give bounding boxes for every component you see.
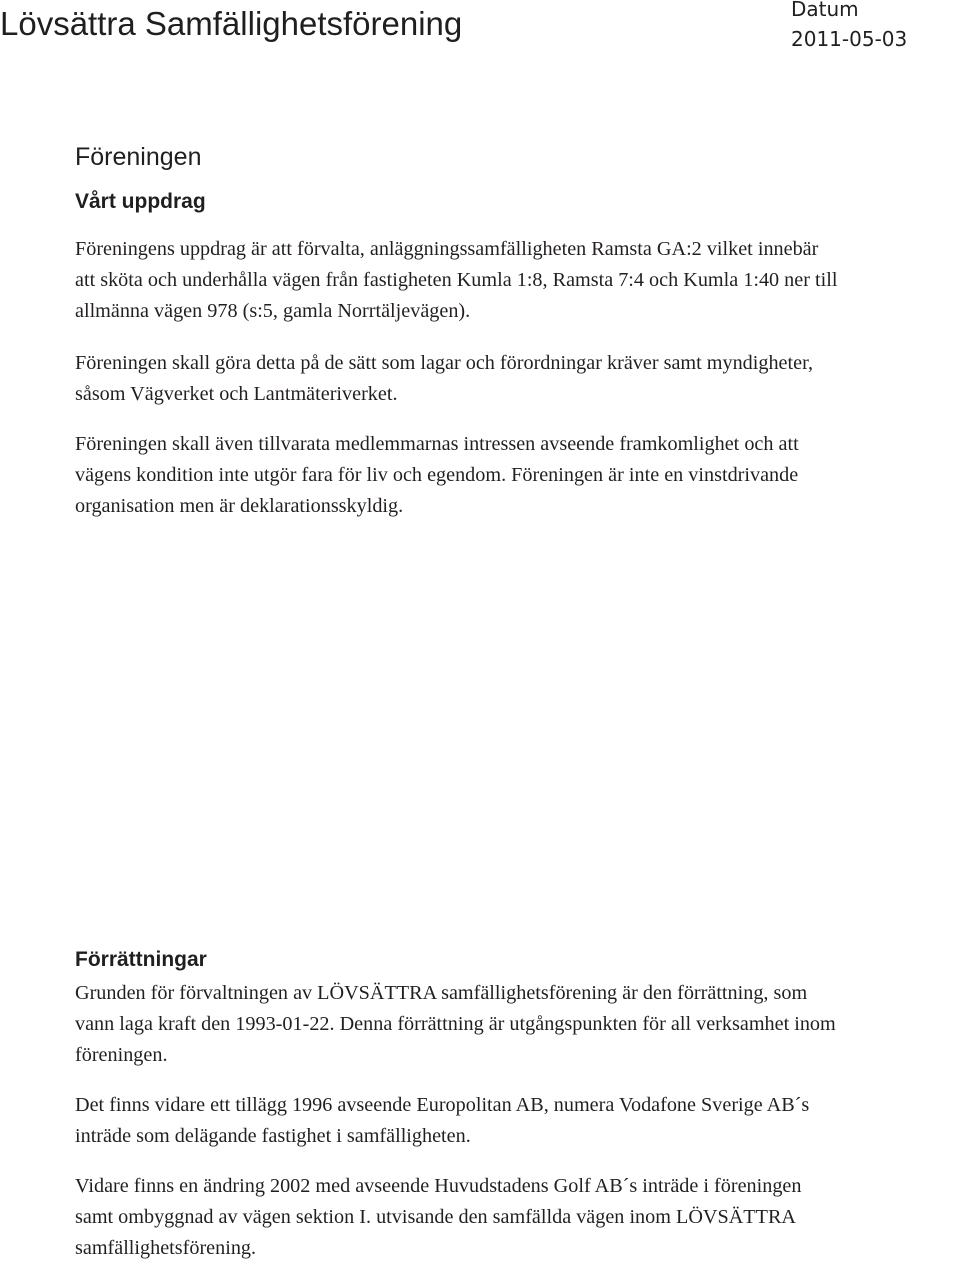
date-value: 2011-05-03 [791,27,908,51]
paragraph-forrattning [75,978,955,1071]
text-line: föreningen. [75,1044,168,1066]
paragraph-lagar [75,348,955,410]
paragraph-intressen [75,429,955,522]
text-line: vägens kondition inte utgör fara för liv och egendom. Föreningen är inte en vinstdrivande [75,464,799,486]
text-line: Grunden för förvaltningen av LÖVSÄTTRA samfällighetsförening är den förrättning, som [75,982,808,1004]
section-heading-forrattningar: Förrättningar [75,948,207,971]
paragraph-andring [75,1171,955,1264]
text-line: att sköta och underhålla vägen från fastigheten Kumla 1:8, Ramsta 7:4 och Kumla 1:40 ner till [75,269,838,291]
date-block [791,0,907,54]
text-line: Det finns vidare ett tillägg 1996 avseende Europolitan AB, numera Vodafone Sverige AB´s [75,1094,810,1116]
text-line: organisation men är deklarationsskyldig. [75,495,404,517]
text-line: allmänna vägen 978 (s:5, gamla Norrtäljevägen). [75,300,471,322]
section-heading-foreningen: Föreningen [75,143,202,171]
date-label: Datum [791,0,859,21]
subheading-vart-uppdrag: Vårt uppdrag [75,190,206,213]
text-line: såsom Vägverket och Lantmäteriverket. [75,383,398,405]
paragraph-uppdrag [75,234,955,327]
text-line: Föreningen skall även tillvarata medlemmarnas intressen avseende framkomlighet och att [75,433,799,455]
organization-title: Lövsättra Samfällighetsförening [0,5,463,42]
text-line: inträde som delägande fastighet i samfälligheten. [75,1125,471,1147]
paragraph-tillagg [75,1090,955,1152]
text-line: Föreningen skall göra detta på de sätt som lagar och förordningar kräver samt myndigheter, [75,352,814,374]
text-line: Vidare finns en ändring 2002 med avseende Huvudstadens Golf AB´s inträde i föreningen [75,1175,802,1197]
text-line: vann laga kraft den 1993-01-22. Denna förrättning är utgångspunkten för all verksamhet inom [75,1013,836,1035]
text-line: samfällighetsförening. [75,1237,257,1259]
text-line: samt ombyggnad av vägen sektion I. utvisande den samfällda vägen inom LÖVSÄTTRA [75,1206,796,1228]
text-line: Föreningens uppdrag är att förvalta, anläggningssamfälligheten Ramsta GA:2 vilket innebär [75,238,819,260]
